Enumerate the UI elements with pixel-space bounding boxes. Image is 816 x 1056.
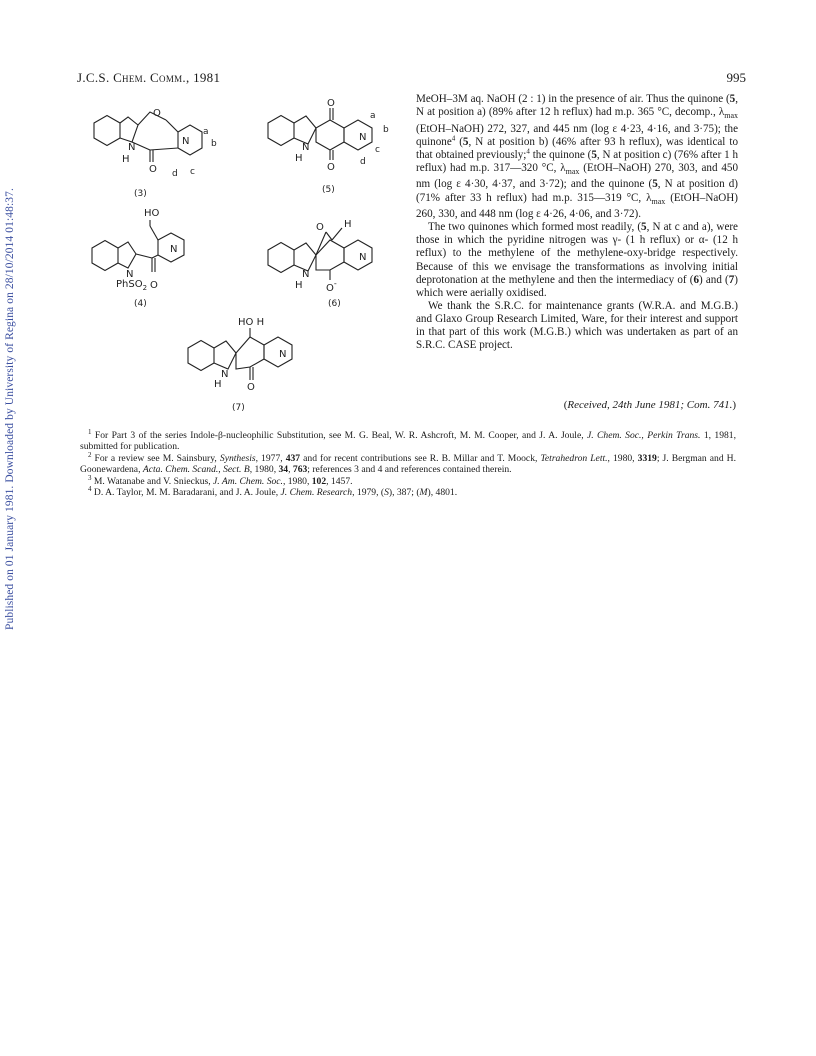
svg-text:O: O [149,164,157,175]
svg-text:HO: HO [144,208,160,219]
references [80,427,737,499]
svg-text:H: H [295,280,303,291]
svg-text:O-: O- [326,279,337,294]
paragraph-1: MeOH–3M aq. NaOH (2 : 1) in the presence of air. Thus the quinone (5, N at position a) (89% after 12 h reflux) had m.p. 365 °C, decomp., $\lambda_{max}$ (EtOH–NaOH) 272, 327, and 445 nm (log ε 4·23, 4·16, and 3·75); the quinone$^4$ (5, N at position b) (46% after 93 h reflux), was identical to that obtained previously;$^4$ the quinone (5, N at position c) (76% after 1 h reflux) had m.p. 317—320 °C, $\lambda_{max}$ (EtOH–NaOH) 270, 303, and 450 nm (log ε 4·30, 4·37, and 3·72); and the quinone (5, N at position d) (71% after 33 h reflux) had m.p. 315—319 °C, $\lambda_{max}$ (EtOH–NaOH) 260, 330, and 448 nm (log ε 4·26, 4·06, and 3·72). [416,93,738,220]
svg-text:H: H [344,219,352,230]
reference-2: $^2$ For a review see M. Sainsbury, Synthesis, 1977, 437 and for recent contributions see R. B. Millar and T. Moock, Tetrahedron Lett., 1980, 3319; J. Bergman and H. Goonewardena, Acta. Chem. Scand., Sect. B, 1980, 34, 763; references 3 and 4 and references contained therein. [80,450,737,476]
svg-text:d: d [360,157,366,167]
svg-text:PhSO2: PhSO$_2$ [116,279,148,292]
download-watermark-text: Published on 01 January 1981. Downloaded by University of Regina on 28/10/2014 01:48:37. [4,188,16,630]
svg-text:O: O [316,222,324,233]
svg-text:N: N [182,136,190,147]
svg-text:O: O [327,162,335,173]
svg-text:O: O [327,98,335,109]
svg-text:c: c [375,145,380,155]
svg-text:N: N [359,252,367,263]
svg-text:N: N [221,369,229,380]
svg-text:N: N [279,349,287,360]
chemical-structures-figure [70,90,410,425]
svg-text:N: N [128,142,136,153]
reference-1: $^1$ For Part 3 of the series Indole-β-nucleophilic Substitution, see M. G. Beal, W. R. Ashcroft, M. M. Cooper, and J. A. Joule, J. Chem. Soc., Perkin Trans. 1, 1981, submitted for publication. [80,427,736,453]
svg-text:a: a [203,127,209,137]
article-body [416,93,738,353]
svg-text:O: O [153,108,161,119]
compound-label-3: (3) [134,189,147,199]
svg-text:O: O [247,382,255,393]
svg-text:N: N [126,269,134,280]
paragraph-2: The two quinones which formed most readily, (5, N at c and a), were those in which the pyridine nitrogen was γ- (1 h reflux) or α- (12 h reflux) to the methylene of the methylene-oxy-bridge respectively. Because of this we envisage the transformations as involving initial deprotonation at the methylene and then the intermediacy of (6) and (7) which were aerially oxidised. [416,221,738,299]
svg-text:N: N [302,269,310,280]
svg-text:c: c [190,167,195,177]
svg-text:H: H [295,153,303,164]
svg-text:d: d [172,169,178,179]
svg-text:N: N [359,132,367,143]
download-watermark [0,0,26,1056]
compound-label-6: (6) [328,299,341,309]
svg-text:H: H [214,379,222,390]
svg-text:O: O [150,280,158,291]
compound-label-7: (7) [232,403,245,413]
svg-text:b: b [211,139,217,149]
page-number: 995 [726,70,746,85]
svg-text:N: N [170,244,178,255]
structure-7 [188,328,292,380]
svg-text:N: N [302,142,310,153]
svg-text:a: a [370,111,376,121]
received-line: (Received, 24th June 1981; Com. 741.) [563,399,736,411]
svg-text:b: b [383,125,389,135]
svg-text:H: H [122,154,130,165]
reference-3: $^3$ M. Watanabe and V. Snieckus, J. Am. Chem. Soc., 1980, 102, 1457. [88,473,353,487]
svg-text:HO H: HO H [238,317,265,328]
compound-label-4: (4) [134,299,147,309]
acknowledgements: We thank the S.R.C. for maintenance grants (W.R.A. and M.G.B.) and Glaxo Group Research Limited, Ware, for their interest and support in that part of this work (M.G.B.) which was undertaken as part of an S.R.C. CASE project. [416,300,738,352]
journal-header: J.C.S. Chem. Comm., 1981 [77,70,221,85]
reference-4: $^4$ D. A. Taylor, M. M. Baradarani, and J. A. Joule, J. Chem. Research, 1979, (S), 387; (M), 4801. [88,484,458,499]
structure-5 [268,108,372,160]
structure-6 [268,228,372,280]
compound-label-5: (5) [322,185,335,195]
